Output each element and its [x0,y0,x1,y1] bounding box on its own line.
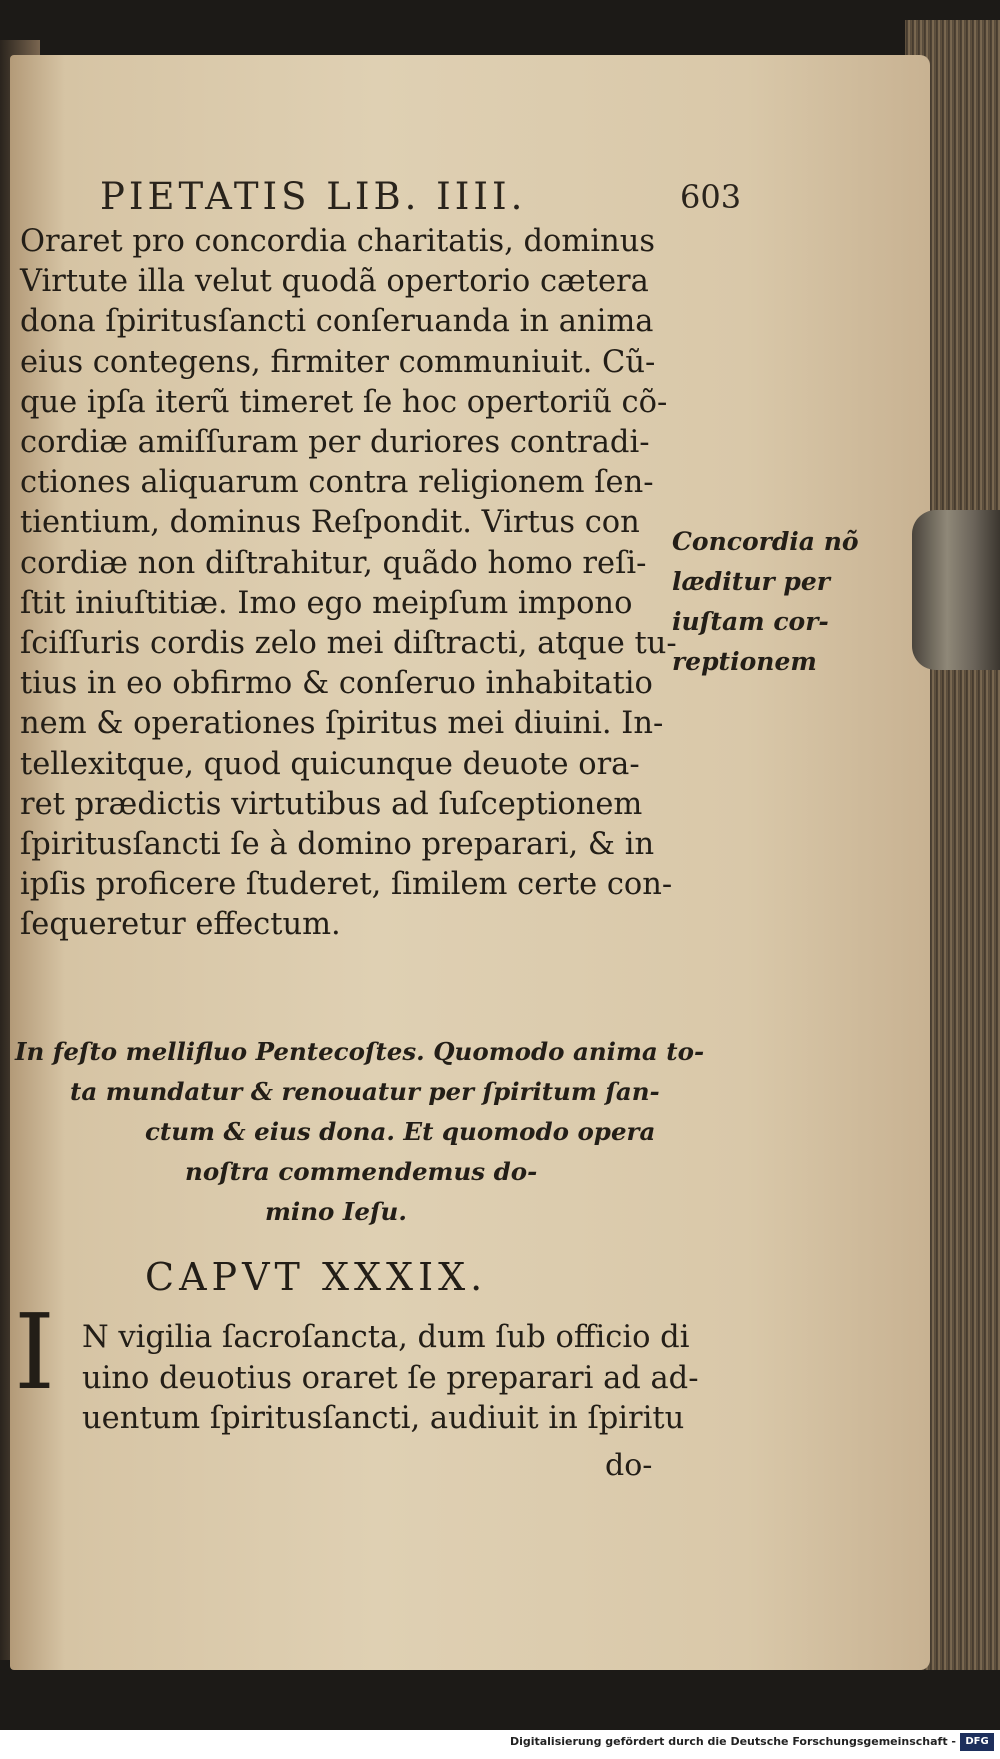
body-line: cordiæ non diſtrahitur, quãdo homo reſi- [20,545,647,581]
marginal-note-line: Concordia nõ [672,527,859,556]
chapter-heading: CAPVT XXXIX. [145,1255,488,1299]
chapter-text-line: N vigilia ſacroſancta, dum ſub officio di [82,1320,690,1355]
marginal-note-line: læditur per [672,567,830,596]
body-line: ret prædictis virtutibus ad ſuſceptionem [20,786,643,822]
chapter-text [22,1318,699,1440]
body-line: ſciſſuris cordis zelo mei diſtracti, atque tu- [20,626,677,662]
body-line: ſtit iniuſtitiæ. Imo ego meipſum impono [20,585,633,621]
chapter-summary-line: ctum & eius dona. Et quomodo opera [145,1117,656,1146]
body-line: ipſis proficere ſtuderet, ſimilem certe con- [20,867,673,903]
chapter-summary-line: mino Ieſu. [265,1197,407,1226]
footer-credit: Digitalisierung gefördert durch die Deutsche Forschungsgemeinschaft - [509,1735,956,1748]
book-clasp [912,510,1000,670]
body-line: Oraret pro concordia charitatis, dominus [20,224,656,259]
body-line: tius in eo obfirmo & conſeruo inhabitatio [20,666,653,702]
body-line: ctiones aliquarum contra religionem ſen- [20,465,654,501]
dfg-logo: DFG [960,1733,994,1751]
body-line: Virtute illa velut quodã opertorio cætera [20,264,649,300]
body-line: tellexitque, quod quicunque deuote ora- [20,746,640,782]
chapter-text-line: uino deuotius oraret ſe preparari ad ad- [82,1360,699,1396]
body-line: nem & operationes ſpiritus mei diuini. In- [20,706,664,742]
page-number: 603 [680,178,742,216]
marginal-note-line: reptionem [672,647,817,676]
chapter-summary-line: ta mundatur & renouatur per ſpiritum ſan- [70,1077,660,1106]
marginal-note [672,522,872,682]
catchword: do- [605,1448,653,1483]
body-line: tientium, dominus Reſpondit. Virtus con [20,505,640,541]
body-line: cordiæ amiſſuram per duriores contradi- [20,425,650,461]
body-line: dona ſpiritusſancti conſeruanda in anima [20,304,654,340]
body-line: que ipſa iterũ timeret ſe hoc opertoriũ cõ- [20,384,668,420]
chapter-summary [15,1032,705,1232]
body-line: ſequeretur effectum. [20,907,341,943]
chapter-summary-line: noſtra commendemus do- [185,1157,538,1186]
marginal-note-line: iuſtam cor- [672,607,829,636]
chapter-summary-line: In feſto mellifluo Pentecoſtes. Quomodo anima to- [15,1037,705,1066]
chapter-text-line: uentum ſpiritusſancti, audiuit in ſpiritu [82,1401,685,1436]
body-line: ſpiritusſancti ſe à domino preparari, & in [20,827,655,863]
running-head: PIETATIS LIB. IIII. [100,175,527,218]
body-text [20,222,677,946]
drop-initial: I [14,1291,56,1413]
body-line: eius contegens, firmiter communiuit. Cũ- [20,344,656,380]
